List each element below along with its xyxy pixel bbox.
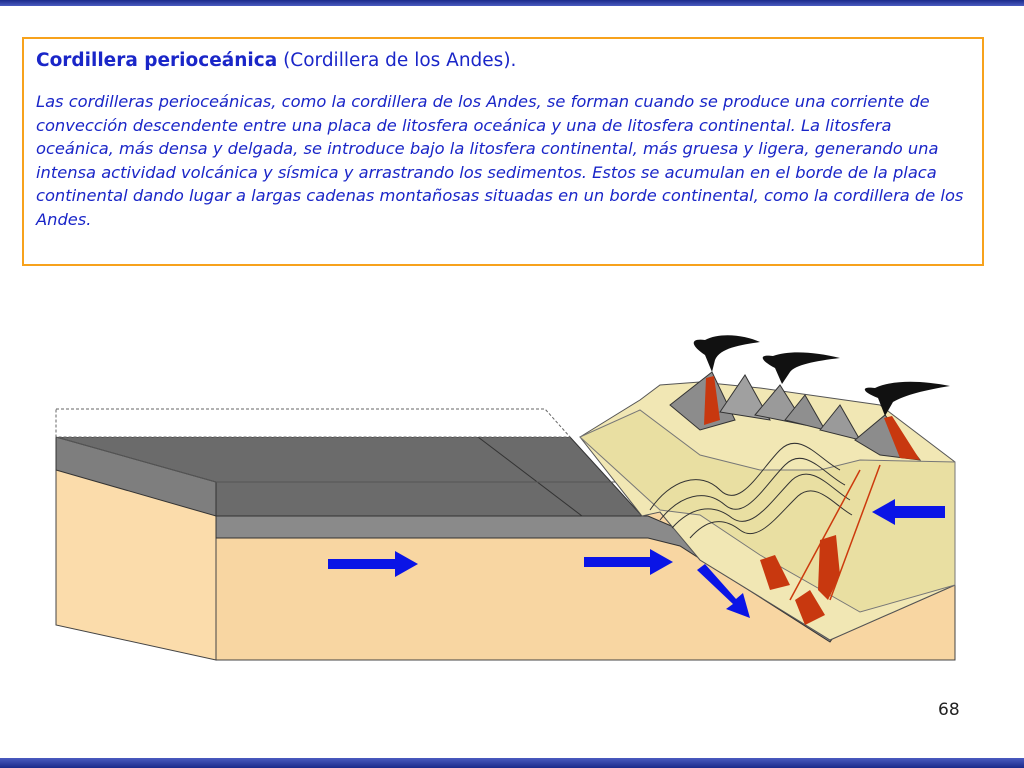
bottom-bar (0, 758, 1024, 768)
slide-body: Las cordilleras perioceánicas, como la cordillera de los Andes, se forman cuando se produce una corriente de convección descendente entre una placa de litosfera oceánica y una de litosfera continental. La litosfera oceánica, más densa y delgada, se introduce bajo la litosfera continental, más gruesa y ligera, generando una intensa actividad volcánica y sísmica y arrastrando los sedimentos. Estos se acumulan en el borde de la placa continental dando lugar a largas cadenas montañosas situadas en un borde continental, como la cordillera de los Andes. (36, 92, 964, 229)
title-main: Cordillera perioceánica (36, 50, 278, 71)
page-number: 68 (938, 700, 960, 720)
title-sub: (Cordillera de los Andes). (277, 50, 517, 71)
ocean-layer (56, 409, 570, 437)
